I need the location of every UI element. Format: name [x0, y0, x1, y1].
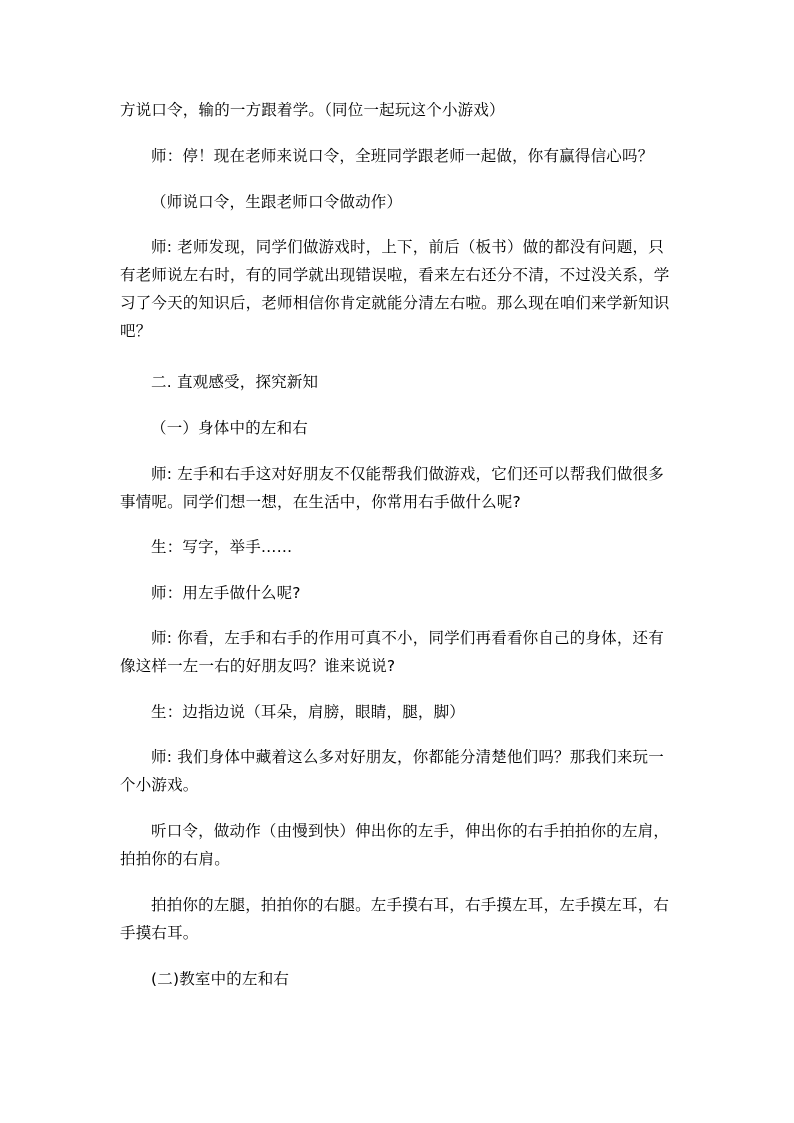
paragraph-commands-1: 听口令，做动作（由慢到快）伸出你的左手，伸出你的右手拍拍你的左肩，拍拍你的右肩。 [120, 822, 670, 868]
subsection-heading-classroom: (二)教室中的左和右 [151, 970, 290, 988]
paragraph-student-points: 生：边指边说（耳朵，肩膀，眼睛，腿，脚） [151, 703, 466, 721]
section-heading-2: 二. 直观感受，探究新知 [151, 373, 319, 391]
paragraph-commands-2: 拍拍你的左腿，拍拍你的右腿。左手摸右耳，右手摸左耳，左手摸左耳，右手摸右耳。 [120, 896, 670, 942]
paragraph-game-intro: 方说口令，输的一方跟着学。（同位一起玩这个小游戏） [120, 101, 505, 119]
paragraph-student-answer: 生：写字，举手…… [151, 538, 293, 556]
paragraph-left-right-hands: 师: 左手和右手这对好朋友不仅能帮我们做游戏，它们还可以帮我们做很多事情呢。同学们想一想，在生活中，你常用右手做什么呢? [120, 465, 664, 511]
paragraph-teacher-body: 师: 你看，左手和右手的作用可真不小，同学们再看看你自己的身体，还有像这样一左一右的好朋友吗？谁来说说? [120, 629, 664, 675]
paragraph-teacher-left-hand: 师：用左手做什么呢? [151, 584, 301, 602]
paragraph-teacher-stop: 师：停！现在老师来说口令，全班同学跟老师一起做，你有赢得信心吗？ [151, 147, 654, 165]
paragraph-teacher-game: 师: 我们身体中藏着这么多对好朋友，你都能分清楚他们吗？那我们来玩一个小游戏。 [120, 748, 664, 794]
paragraph-stage-direction: （师说口令，生跟老师口令做动作） [151, 193, 403, 211]
subsection-heading-body: （一）身体中的左和右 [151, 419, 309, 437]
paragraph-teacher-discovery: 师: 老师发现，同学们做游戏时，上下，前后（板书）做的都没有问题，只有老师说左右时，有的同学就出现错误啦，看来左右还分不清，不过没关系，学习了今天的知识后，老师相信你肯定就能分清左右啦。那么现在咱们来学新知识吧？ [120, 238, 670, 340]
